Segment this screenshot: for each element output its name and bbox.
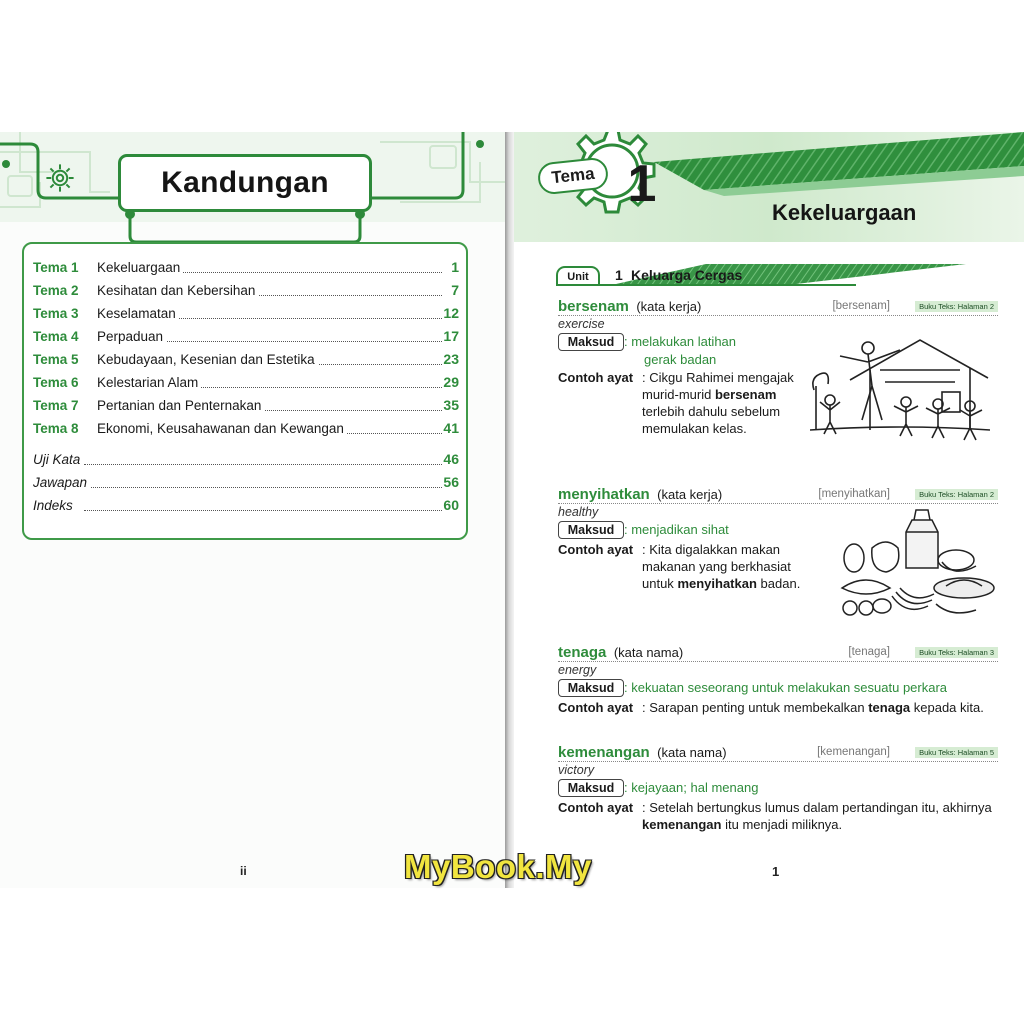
toc-row-tema-1[interactable]: Tema 1 Kekeluargaan 1 bbox=[33, 259, 459, 275]
textbook-ref: Buku Teks: Halaman 3 bbox=[915, 647, 998, 658]
meaning-text: : menjadikan sihat bbox=[624, 522, 729, 537]
example-keyword: menyihatkan bbox=[677, 576, 757, 591]
table-of-contents bbox=[22, 242, 468, 540]
english-translation: healthy bbox=[558, 505, 599, 519]
maksud-label: Maksud bbox=[558, 679, 624, 697]
page-number-right: 1 bbox=[772, 864, 780, 879]
syllables: [tenaga] bbox=[848, 646, 890, 658]
toc-row-tema-4[interactable]: Tema 4 Perpaduan 17 bbox=[33, 328, 459, 344]
toc-row-jawapan[interactable]: Jawapan 56 bbox=[33, 474, 459, 490]
example-text-end: itu menjadi miliknya. bbox=[725, 817, 843, 832]
meaning-text: : melakukan latihan bbox=[624, 334, 737, 349]
vocab-word: tenaga bbox=[558, 644, 607, 661]
contoh-ayat-label: Contoh ayat bbox=[558, 800, 634, 815]
textbook-ref: Buku Teks: Halaman 2 bbox=[915, 301, 998, 312]
meaning-text: : kejayaan; hal menang bbox=[624, 780, 759, 795]
word-class: (kata nama) bbox=[657, 745, 727, 760]
tema-number: 1 bbox=[627, 155, 657, 213]
toc-row-tema-8[interactable]: Tema 8 Ekonomi, Keusahawanan dan Kewangan 41 bbox=[33, 420, 459, 436]
contoh-ayat-label: Contoh ayat bbox=[558, 370, 634, 385]
book-spread bbox=[0, 132, 1024, 888]
example-text: : Setelah bertungkus lumus dalam pertandingan itu, akhirnya bbox=[642, 800, 992, 815]
toc-row-tema-2[interactable]: Tema 2 Kesihatan dan Kebersihan 7 bbox=[33, 282, 459, 298]
book-gutter bbox=[505, 132, 514, 888]
example-keyword: bersenam bbox=[714, 387, 777, 402]
textbook-ref: Buku Teks: Halaman 2 bbox=[915, 489, 998, 500]
vocab-entry-kemenangan bbox=[558, 744, 998, 833]
toc-row-tema-7[interactable]: Tema 7 Pertanian dan Penternakan 35 bbox=[33, 397, 459, 413]
toc-row-tema-3[interactable]: Tema 3 Keselamatan 12 bbox=[33, 305, 459, 321]
maksud-label: Maksud bbox=[558, 333, 624, 351]
maksud-label: Maksud bbox=[558, 521, 624, 539]
toc-row-tema-6[interactable]: Tema 6 Kelestarian Alam 29 bbox=[33, 374, 459, 390]
page-title-box bbox=[118, 154, 372, 212]
title-connector bbox=[118, 210, 372, 244]
example-text: : Kita digalakkan makan makanan yang berkhasiat untuk bbox=[642, 542, 791, 591]
example-text-end: badan. bbox=[760, 576, 801, 591]
toc-row-indeks[interactable]: Indeks 60 bbox=[33, 497, 459, 513]
vocabulary-page bbox=[514, 132, 1024, 888]
example-text: : Cikgu Rahimei mengajak murid-murid bbox=[642, 370, 794, 402]
unit-title: Keluarga Cergas bbox=[631, 267, 743, 283]
english-translation: energy bbox=[558, 663, 597, 677]
food-illustration bbox=[836, 508, 996, 620]
example-keyword: kemenangan bbox=[642, 817, 722, 832]
example-text: : Sarapan penting untuk membekalkan bbox=[642, 700, 865, 715]
syllables: [menyihatkan] bbox=[818, 488, 890, 500]
vocab-word: bersenam bbox=[558, 298, 629, 315]
syllables: [kemenangan] bbox=[817, 746, 890, 758]
example-keyword: tenaga bbox=[868, 700, 911, 715]
maksud-label: Maksud bbox=[558, 779, 624, 797]
english-translation: exercise bbox=[558, 317, 605, 331]
vocab-word: kemenangan bbox=[558, 744, 650, 761]
word-class: (kata nama) bbox=[613, 645, 684, 660]
contoh-ayat-label: Contoh ayat bbox=[558, 700, 634, 715]
textbook-ref: Buku Teks: Halaman 5 bbox=[915, 747, 998, 758]
english-translation: victory bbox=[558, 763, 595, 777]
page-title: Kandungan bbox=[161, 166, 329, 199]
toc-row-uji-kata[interactable]: Uji Kata 46 bbox=[33, 451, 459, 467]
contents-page bbox=[0, 132, 505, 888]
unit-badge: Unit bbox=[556, 266, 600, 286]
syllables: [bersenam] bbox=[832, 300, 890, 312]
vocab-word: menyihatkan bbox=[558, 486, 650, 503]
toc-row-tema-5[interactable]: Tema 5 Kebudayaan, Kesenian dan Estetika 23 bbox=[33, 351, 459, 367]
exercise-illustration bbox=[810, 320, 990, 450]
meaning-text-continued: gerak badan bbox=[644, 352, 717, 367]
watermark: MyBook.My bbox=[404, 848, 592, 885]
contoh-ayat-label: Contoh ayat bbox=[558, 542, 634, 557]
example-text-end: kepada kita. bbox=[913, 700, 984, 715]
vocab-entry-tenaga bbox=[558, 644, 998, 716]
unit-number: 1 bbox=[615, 267, 623, 283]
word-class: (kata kerja) bbox=[657, 487, 723, 502]
word-class: (kata kerja) bbox=[636, 299, 702, 314]
example-text-end: terlebih dahulu sebelum memulakan kelas. bbox=[642, 404, 781, 436]
tema-title: Kekeluargaan bbox=[772, 200, 917, 225]
meaning-text: : kekuatan seseorang untuk melakukan sesuatu perkara bbox=[624, 680, 948, 695]
tema-badge: Tema bbox=[537, 156, 610, 195]
page-number-left: ii bbox=[240, 864, 247, 878]
gear-icon bbox=[44, 162, 76, 194]
